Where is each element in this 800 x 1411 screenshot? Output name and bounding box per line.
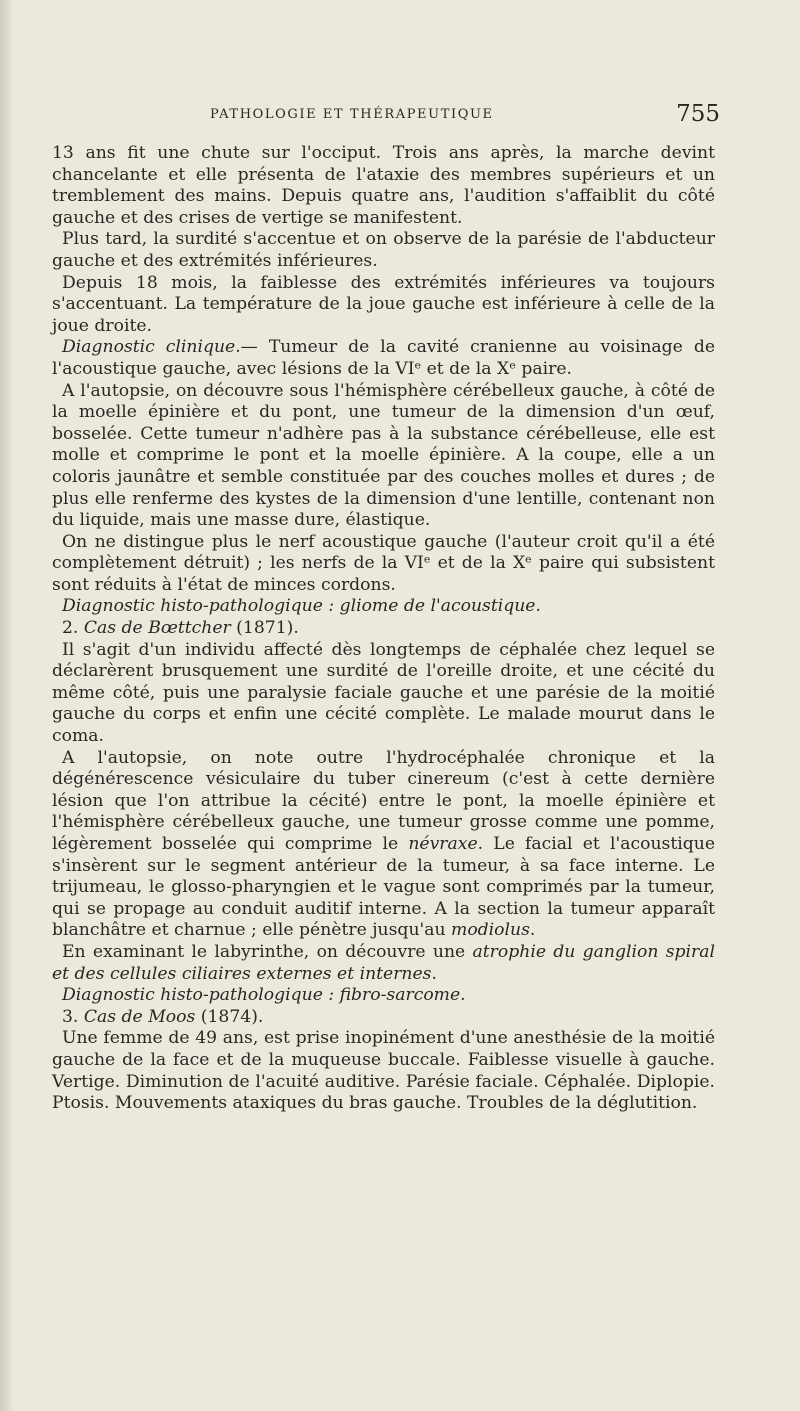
paragraph [52,1028,715,1114]
italic-text: modiolus [451,920,530,941]
text-run: (1871). [230,618,299,639]
italic-text: Diagnostic clinique. [62,337,241,358]
paragraph [52,143,715,229]
text-run: 3. [62,1006,84,1027]
paragraph [52,381,715,532]
paragraph [52,618,715,640]
italic-text: Cas de Bœttcher [83,618,231,639]
paragraph [52,337,715,380]
paragraph [52,596,715,618]
italic-text: Diagnostic histo-pathologique : fibro-sarcome. [62,985,466,1006]
text-run: . [431,963,437,984]
paragraph [52,985,715,1007]
page-header [210,101,720,131]
paragraph [52,640,715,748]
text-run: A l'autopsie, on note outre l'hydrocéphalée chronique et la dégénérescence vésiculaire du tuber cinereum (c'est à cette dernière lésion que l'on attribue la cécité) entre le pont, la moelle épinière et l'hémisphère cérébelleux gauche, une tumeur grosse comme une pomme, légèrement bosselée qui comprime le [52,747,715,854]
text-run: Depuis 18 mois, la faiblesse des extrémités inférieures va toujours s'accentuant. La température de la joue gauche est inférieure à celle de la joue droite. [52,272,715,336]
italic-text: névraxe [408,834,478,854]
paragraph [52,229,715,272]
paragraph [52,1007,715,1029]
text-run: On ne distingue plus le nerf acoustique gauche (l'auteur croit qu'il a été complètement détruit) ; les nerfs de la VIᵉ et de la Xᵉ paire qui subsistent sont réduits à l'état de minces cordons. [52,531,715,595]
text-run: (1874). [195,1006,264,1027]
text-run: Une femme de 49 ans, est prise inopinément d'une anesthésie de la moitié gauche de la face et de la muqueuse buccale. Faiblesse visuelle à gauche. Vertige. Diminution de l'acuité auditive. Parésie faciale. Céphalée. Diplopie. Ptosis. Mouvements ataxiques du bras gauche. Troubles de la déglutition. [52,1028,715,1114]
text-run: 2. [62,618,84,639]
text-run: A l'autopsie, on découvre sous l'hémisphère cérébelleux gauche, à côté de la moelle épinière et du pont, une tumeur de la dimension d'un œuf, bosselée. Cette tumeur n'adhère pas à la substance cérébelleuse, elle est molle et comprime le pont et la moelle épinière. A la coupe, elle a un coloris jaunâtre et semble constituée par des couches molles et dures ; de plus elle renferme des kystes de la dimension d'une lentille, contenant non du liquide, mais une masse dure, élastique. [52,380,715,531]
text-run: En examinant le labyrinthe, on découvre une [62,941,473,962]
text-run: — Tumeur de la cavité cranienne au voisinage de l'acoustique gauche, avec lésions de la VIᵉ et de la Xᵉ paire. [52,337,716,379]
italic-text: Diagnostic histo-pathologique : gliome de l'acoustique. [62,596,541,617]
text-run: Il s'agit d'un individu affecté dès longtemps de céphalée chez lequel se déclarèrent brusquement une surdité de l'oreille droite, et une cécité du même côté, puis une paralysie faciale gauche et une parésie de la moitié gauche du corps et enfin une cécité complète. Le malade mourut dans le coma. [52,639,715,747]
italic-text: Cas de Moos [83,1006,196,1027]
page-number: 755 [676,101,720,127]
paragraph [52,942,715,985]
text-run: . [529,920,536,941]
text-run: . Le facial et l'acoustique s'insèrent sur le segment antérieur de la tumeur, à sa face interne. Le trijumeau, le glosso-pharyngien et le vague sont comprimés par la tumeur, qui se propage au conduit auditif interne. A la section la tumeur apparaît blanchâtre et charnue ; elle pénètre jusqu'au [52,834,715,941]
running-head: PATHOLOGIE ET THÉRAPEUTIQUE [210,107,494,122]
body-text [52,143,715,1115]
italic-text: atrophie du ganglion spiral et des cellules ciliaires externes et internes [52,941,715,984]
paragraph [52,532,715,597]
text-run: 13 ans fit une chute sur l'occiput. Trois ans après, la marche devint chancelante et elle présenta de l'ataxie des membres supérieurs et un tremblement des mains. Depuis quatre ans, l'audition s'affaiblit du côté gauche et des crises de vertige se manifestent. [52,143,715,228]
paragraph [52,273,715,338]
paragraph [52,748,715,942]
text-run: Plus tard, la surdité s'accentue et on observe de la parésie de l'abducteur gauche et des extrémités inférieures. [52,229,715,271]
